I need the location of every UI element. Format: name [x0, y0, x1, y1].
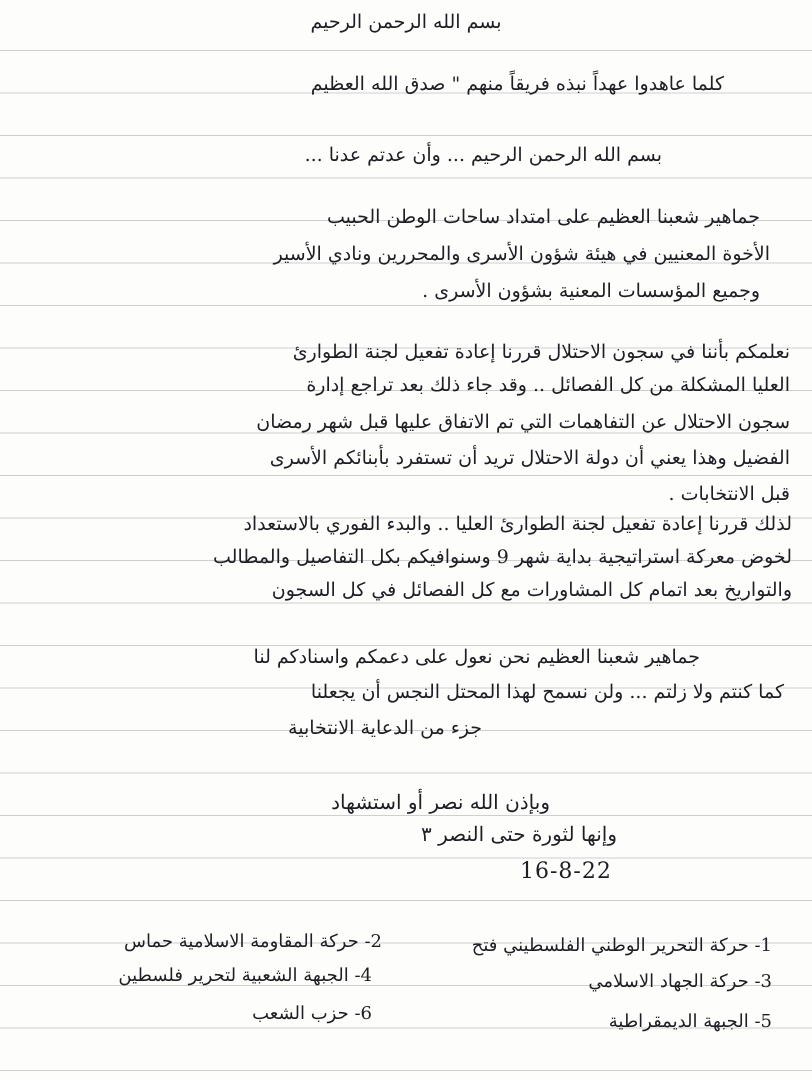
body-line-4: نعلمكم بأننا في سجون الاحتلال قررنا إعادة تفعيل لجنة الطوارئ [292, 341, 790, 363]
body-line-9: لذلك قررنا إعادة تفعيل لجنة الطوارئ العليا .. والبدء الفوري بالاستعداد [243, 513, 792, 535]
signatory-6: 6- حزب الشعب [252, 1003, 372, 1024]
closing-prayer: وبإذن الله نصر أو استشهاد [331, 790, 550, 814]
body-line-6: سجون الاحتلال عن التفاهمات التي تم الاتفاق عليها قبل شهر رمضان [256, 411, 790, 433]
statement-date: 16-8-22 [520, 859, 612, 884]
signatory-2: 2- حركة المقاومة الاسلامية حماس [124, 931, 382, 952]
body-line-1: جماهير شعبنا العظيم على امتداد ساحات الوطن الحبيب [327, 206, 760, 228]
closing-revolution-line: وإنها لثورة حتى النصر ٣ [420, 822, 617, 846]
body-line-12: جماهير شعبنا العظيم نحن نعول على دعمكم واسنادكم لنا [253, 646, 700, 668]
basmala-and-vow-line: بسم الله الرحمن الرحيم ... وأن عدتم عدنا ... [304, 144, 662, 166]
body-line-5: العليا المشكلة من كل الفصائل .. وقد جاء ذلك بعد تراجع إدارة [306, 374, 790, 396]
body-line-10: لخوض معركة استراتيجية بداية شهر 9 وسنوافيكم بكل التفاصيل والمطالب [213, 546, 792, 568]
body-line-2: الأخوة المعنيين في هيئة شؤون الأسرى والمحررين ونادي الأسير [273, 243, 770, 265]
body-line-13: كما كنتم ولا زلتم ... ولن نسمح لهذا المحتل النجس أن يجعلنا [310, 681, 784, 703]
body-line-11: والتواريخ بعد اتمام كل المشاورات مع كل الفصائل في كل السجون [271, 579, 792, 601]
signatory-4: 4- الجبهة الشعبية لتحرير فلسطين [118, 965, 372, 986]
body-line-3: وجميع المؤسسات المعنية بشؤون الأسرى . [422, 280, 760, 302]
body-line-14: جزء من الدعاية الانتخابية [288, 717, 482, 739]
signatory-3: 3- حركة الجهاد الاسلامي [588, 971, 772, 992]
opening-basmala: بسم الله الرحمن الرحيم [310, 11, 502, 33]
body-line-8: قبل الانتخابات . [668, 483, 790, 505]
signatory-5: 5- الجبهة الديمقراطية [608, 1011, 772, 1032]
quran-verse-line: كلما عاهدوا عهداً نبذه فريقاً منهم " صدق الله العظيم [310, 73, 724, 95]
body-line-7: الفضيل وهذا يعني أن دولة الاحتلال تريد أن تستفرد بأبنائكم الأسرى [269, 447, 790, 469]
signatory-1: 1- حركة التحرير الوطني الفلسطيني فتح [471, 935, 772, 956]
